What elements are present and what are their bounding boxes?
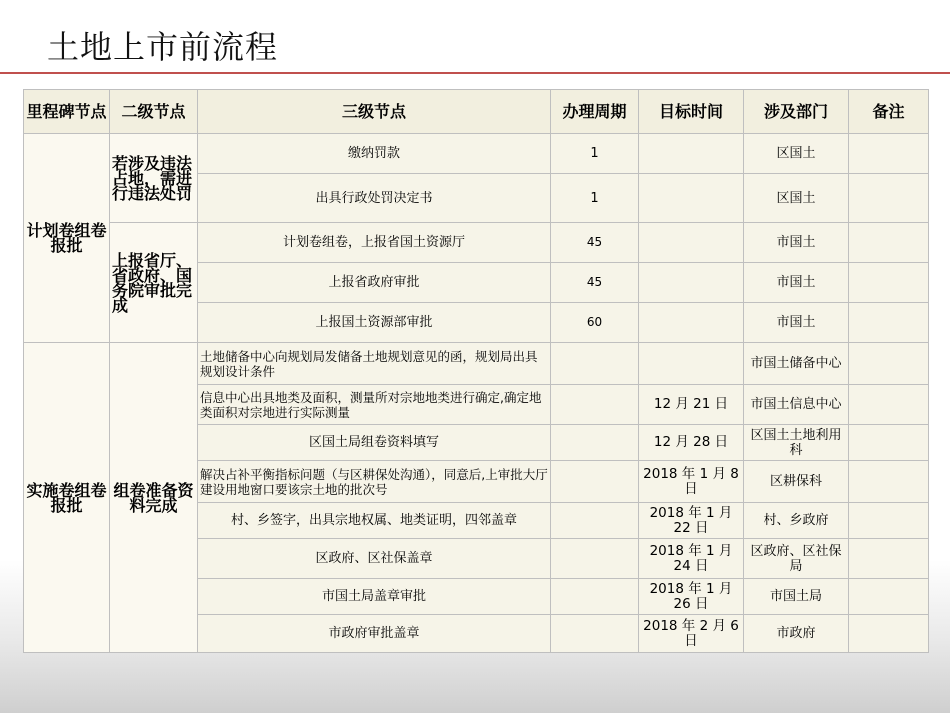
task-cell: 解决占补平衡指标问题（与区耕保处沟通），同意后,上审批大厅建设用地窗口要该宗土地的批次号 bbox=[198, 461, 551, 503]
cycle-cell: 1 bbox=[551, 134, 639, 174]
table-header-row bbox=[24, 90, 929, 134]
task-cell: 缴纳罚款 bbox=[198, 134, 551, 174]
target-cell bbox=[639, 174, 744, 223]
cycle-cell: 60 bbox=[551, 303, 639, 343]
cycle-cell bbox=[551, 615, 639, 653]
dept-cell: 区国土土地利用科 bbox=[744, 425, 849, 461]
dept-cell: 区国土 bbox=[744, 134, 849, 174]
sub-node-cell: 若涉及违法占地，需进行违法处罚 bbox=[110, 134, 198, 223]
page-title: 土地上市前流程 bbox=[47, 28, 279, 66]
target-cell bbox=[639, 134, 744, 174]
note-cell bbox=[849, 425, 929, 461]
note-cell bbox=[849, 615, 929, 653]
task-cell: 区国土局组卷资料填写 bbox=[198, 425, 551, 461]
sub-node-cell: 上报省厅、省政府、国务院审批完成 bbox=[110, 223, 198, 343]
dept-cell: 市国土局 bbox=[744, 579, 849, 615]
dept-cell: 市国土 bbox=[744, 303, 849, 343]
task-cell: 市政府审批盖章 bbox=[198, 615, 551, 653]
target-cell: 12 月 21 日 bbox=[639, 385, 744, 425]
dept-cell: 市政府 bbox=[744, 615, 849, 653]
sub-node-cell: 组卷准备资料完成 bbox=[110, 343, 198, 653]
process-table bbox=[23, 89, 929, 653]
header-sub-node: 二级节点 bbox=[110, 90, 198, 134]
target-cell bbox=[639, 343, 744, 385]
note-cell bbox=[849, 303, 929, 343]
cycle-cell bbox=[551, 343, 639, 385]
header-department: 涉及部门 bbox=[744, 90, 849, 134]
cycle-cell bbox=[551, 579, 639, 615]
task-cell: 村、乡签字，出具宗地权属、地类证明，四邻盖章 bbox=[198, 503, 551, 539]
milestone-cell: 实施卷组卷报批 bbox=[24, 343, 110, 653]
dept-cell: 区政府、区社保局 bbox=[744, 539, 849, 579]
header-cycle: 办理周期 bbox=[551, 90, 639, 134]
header-note: 备注 bbox=[849, 90, 929, 134]
cycle-cell bbox=[551, 539, 639, 579]
table-row bbox=[24, 343, 929, 385]
target-cell: 2018 年 1 月 24 日 bbox=[639, 539, 744, 579]
task-cell: 土地储备中心向规划局发储备土地规划意见的函，规划局出具规划设计条件 bbox=[198, 343, 551, 385]
dept-cell: 区耕保科 bbox=[744, 461, 849, 503]
note-cell bbox=[849, 343, 929, 385]
dept-cell: 市国土储备中心 bbox=[744, 343, 849, 385]
note-cell bbox=[849, 174, 929, 223]
note-cell bbox=[849, 579, 929, 615]
note-cell bbox=[849, 134, 929, 174]
cycle-cell bbox=[551, 461, 639, 503]
target-cell bbox=[639, 223, 744, 263]
note-cell bbox=[849, 263, 929, 303]
note-cell bbox=[849, 223, 929, 263]
cycle-cell bbox=[551, 425, 639, 461]
target-cell: 2018 年 1 月 22 日 bbox=[639, 503, 744, 539]
target-cell: 2018 年 1 月 26 日 bbox=[639, 579, 744, 615]
cycle-cell: 45 bbox=[551, 223, 639, 263]
task-cell: 出具行政处罚决定书 bbox=[198, 174, 551, 223]
header-milestone: 里程碑节点 bbox=[24, 90, 110, 134]
cycle-cell bbox=[551, 385, 639, 425]
task-cell: 计划卷组卷，上报省国土资源厅 bbox=[198, 223, 551, 263]
dept-cell: 市国土信息中心 bbox=[744, 385, 849, 425]
title-divider bbox=[0, 72, 950, 74]
dept-cell: 区国土 bbox=[744, 174, 849, 223]
task-cell: 上报国土资源部审批 bbox=[198, 303, 551, 343]
target-cell bbox=[639, 263, 744, 303]
note-cell bbox=[849, 539, 929, 579]
cycle-cell: 45 bbox=[551, 263, 639, 303]
task-cell: 上报省政府审批 bbox=[198, 263, 551, 303]
header-target-time: 目标时间 bbox=[639, 90, 744, 134]
target-cell: 2018 年 2 月 6 日 bbox=[639, 615, 744, 653]
table-row bbox=[24, 223, 929, 263]
task-cell: 区政府、区社保盖章 bbox=[198, 539, 551, 579]
task-cell: 信息中心出具地类及面积，测量所对宗地地类进行确定,确定地类面积对宗地进行实际测量 bbox=[198, 385, 551, 425]
target-cell bbox=[639, 303, 744, 343]
cycle-cell bbox=[551, 503, 639, 539]
target-cell: 2018 年 1 月 8 日 bbox=[639, 461, 744, 503]
note-cell bbox=[849, 461, 929, 503]
note-cell bbox=[849, 503, 929, 539]
dept-cell: 市国土 bbox=[744, 223, 849, 263]
header-task: 三级节点 bbox=[198, 90, 551, 134]
dept-cell: 村、乡政府 bbox=[744, 503, 849, 539]
note-cell bbox=[849, 385, 929, 425]
dept-cell: 市国土 bbox=[744, 263, 849, 303]
target-cell: 12 月 28 日 bbox=[639, 425, 744, 461]
table-row bbox=[24, 134, 929, 174]
cycle-cell: 1 bbox=[551, 174, 639, 223]
milestone-cell: 计划卷组卷报批 bbox=[24, 134, 110, 343]
task-cell: 市国土局盖章审批 bbox=[198, 579, 551, 615]
